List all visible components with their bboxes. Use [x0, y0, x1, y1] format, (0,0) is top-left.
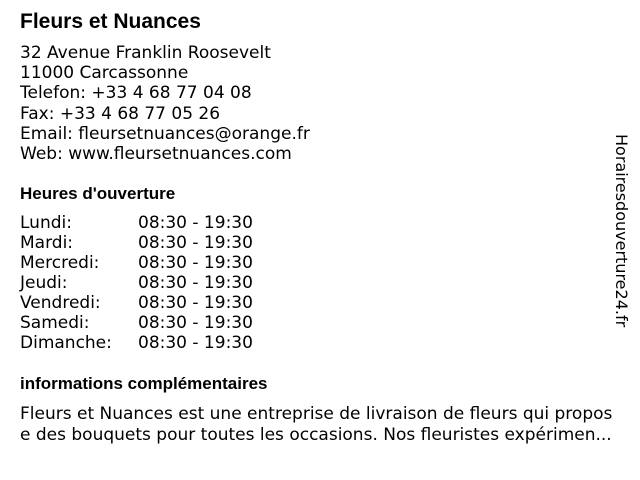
business-description: [20, 404, 630, 446]
website-url: Web: www.fleursetnuances.com: [20, 143, 292, 164]
fax-number: Fax: +33 4 68 77 05 26: [20, 103, 221, 124]
day-label: Mardi:: [20, 233, 74, 253]
side-brand-text: Horairesdouverture24.fr: [612, 134, 631, 328]
time-range: 08:30 - 19:30: [138, 233, 253, 253]
contact-block: [20, 43, 310, 164]
day-label: Mercredi:: [20, 253, 100, 273]
time-range: 08:30 - 19:30: [138, 313, 253, 333]
time-range: 08:30 - 19:30: [138, 213, 253, 233]
time-range: 08:30 - 19:30: [138, 273, 253, 293]
description-line-1: Fleurs et Nuances est une entreprise de livraison de fleurs qui propos: [20, 404, 613, 424]
time-range: 08:30 - 19:30: [138, 333, 253, 353]
day-label: Samedi:: [20, 313, 90, 333]
opening-hours-heading: Heures d'ouverture: [20, 184, 176, 203]
day-label: Jeudi:: [20, 273, 68, 293]
time-range: 08:30 - 19:30: [138, 253, 253, 273]
side-brand-watermark: [610, 134, 632, 344]
phone-number: Telefon: +33 4 68 77 04 08: [20, 83, 252, 104]
description-line-2: e des bouquets pour toutes les occasions. Nos fleuristes expérimen...: [20, 425, 612, 445]
additional-info-heading: informations complémentaires: [20, 374, 268, 393]
time-range: 08:30 - 19:30: [138, 293, 253, 313]
day-label: Dimanche:: [20, 333, 112, 353]
email-address: Email: fleursetnuances@orange.fr: [20, 123, 310, 144]
address-city: 11000 Carcassonne: [20, 63, 189, 84]
day-label: Lundi:: [20, 213, 72, 233]
day-label: Vendredi:: [20, 293, 101, 313]
business-name: Fleurs et Nuances: [20, 10, 201, 33]
address-street: 32 Avenue Franklin Roosevelt: [20, 43, 271, 63]
